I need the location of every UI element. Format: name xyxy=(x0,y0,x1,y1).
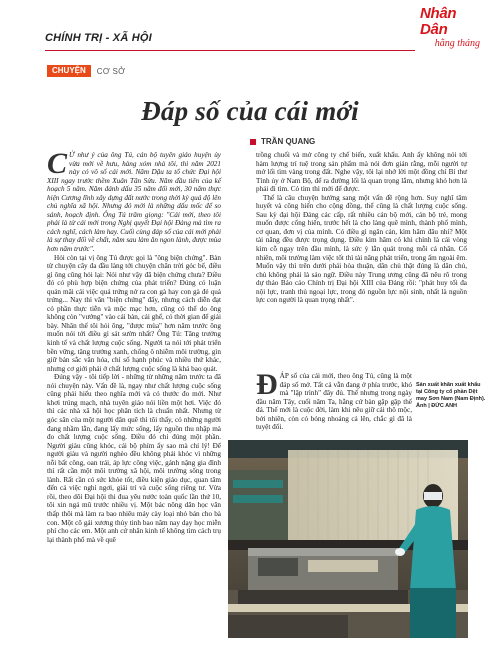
author-name: TRẦN QUANG xyxy=(261,137,316,146)
paragraph-text: ÁP số của cái mới, theo ông Tú, cũng là một đáp số mở. Tất cả vẫn đang ở phía trước, khó mà "lập trình" đây đủ. Thế nhưng trong ngày đầu năm Tây, cuối năm Ta, hằng cứ bàn gặp gặp thế đá. Thế mới là cuộc đời, làm khi nêu giữ cái thô mộc, bởi nhiên, còn có bóng nhoáng cả lên, chắc gì đã là tuyệt đối. xyxy=(256,372,412,432)
dropcap: C xyxy=(47,147,68,180)
masthead-title: Nhân Dân xyxy=(420,5,457,38)
paragraph: Thế là câu chuyện hướng sang một vấn đề rộng hơn. Suy nghĩ tâm huyết và công hiến cho cộng đồng, thể cũng là chất lượng cuộc sống. Sau kỳ đại hội Đảng các cấp, rất nhiều cán bộ mới, cán bộ trẻ, mong muốn được cống hiến, trước hết là cho làng quê mình, thành phố mình, cơ quan, đơn vị của mình. Có điều gì ngăn cản, kìm hãm đâu nhỉ? Một tài năng đều được trọng dụng. Điều kìm hãm có khi chính là cái vòng kìm cỗ ngay trên đầu mình, là sức ỳ lẫn quát trong mỗi cá nhân. Cố nhiên, môi trường làm việc tốt thì tài năng phát triển, trong ấm ngoài êm. Muốn vậy thì trên dưới phải hòa thuận, dân chủ thật đúng là dân chủ, chủ không phải là sáo ngữ. Điều này Trung ương cũng đã nêu rõ trong dự thảo Báo cáo Chính trị Đại hội XIII của Đảng rồi: "phát huy tối đa nội lực, tranh thủ ngoại lực, trong đó nguồn lực nội sinh, nhất là nguồn lực con người là quan trọng nhất". xyxy=(256,193,467,305)
kicker xyxy=(47,64,125,78)
byline xyxy=(250,137,315,146)
closing-paragraph xyxy=(256,368,412,432)
masthead-logo xyxy=(420,6,486,56)
kicker-topic: CƠ SỞ xyxy=(96,66,126,76)
article-closing xyxy=(256,368,412,432)
dropcap: Đ xyxy=(256,368,278,401)
paragraph: Đúng vậy - tôi tiếp lời - những từ những năm trước ta đã nói chuyện này. Vấn đề là, ngay như chất lượng cuộc sống cũng phải hiểu theo nghĩa mới và có thước đo mới. Như khơi trúng mạch, nhà tuyên giáo nói liền một hơi. Việc đó thì các nhà xã hội học phân tích là chuẩn nhất. Nhưng từ góc sân của một người dân quê thì tôi thấy, có những người đang nhầm lẫn, đang lấy mức sống, lấy nguồn thu nhập mà đo chất lượng cuộc sống. Điều đó chỉ đúng một phần. Người giàu cũng khóc, cái bộ phím ấy sao mà chỉ lý! Để người giàu và người nghèo đều không phải khóc vì những nỗi bất công, oan trái, áp lực công việc, gánh nặng gia đình thì rất cần một môi trường xã hội, môi trường sống trong lành. Rất cần có sức khỏe tốt, điều kiện giáo dục, quan tâm đến cả việc nghỉ ngơi, giải trí và cuộc sống riêng tư. Vừa rồi, theo dõi Đại hội thi đua yêu nước toàn quốc lần thứ 10, tôi xin ngả mũ trước nhiều vị. Một bác nông dân học văn thấp thôi mà làm ra bao nhiêu máy cày loại nhỏ bán cho bà con. Một cô gái xương thủy tinh bao năm nay dạy học miễn phí cho các em. Một anh cứ nhân kinh tế không tìm cách trụ lại thành phố mà về quê xyxy=(47,373,221,544)
caption-text: Sản xuất khăn xuất khẩu tại Công ty cổ phần Dệt may Sơn Nam (Nam Định). Ảnh | ĐỨC ANH xyxy=(416,382,486,409)
article-headline: Đáp số của cái mới xyxy=(141,96,359,126)
article-column-left xyxy=(47,147,221,544)
article-photo xyxy=(228,440,468,638)
factory-photo-image xyxy=(228,440,468,638)
footer-space xyxy=(0,640,500,646)
paragraph: Hỏi còn tại vị ông Tú được gọi là "ông biện chứng". Bàn từ chuyện cây đa đầu làng tới chuyện chăn trời góc bể, điều gì ông cũng hỏi lại: Nói như vậy đã biện chứng chưa? Điều đó có phù hợp biện chứng của phát triển? Đúng có luận quản mãi cái việc quả trứng nở ra con gà hay con gà đẻ quả trứng... Nay thì văn "biện chứng" đấy, nhưng cách diễn đạt có phần thực tiễn và mộc mạc hơn, cũng có thể do ông không còn "vướng" vào cái bàn, cái ghế, có thời gian để giải bày. Nhân thế tôi hỏi ông, "được mùa" hơn năm trước ông muốn nói tới điều gì sát sườn nhất? Ông Tú: Tăng trưởng kinh tế và chất lượng cuộc sống. Người ta nói tới phát triển bền vững, tăng trưởng xanh, chống ô nhiễm môi trường, gìn giữ bản sắc văn hóa, chỉ số hạnh phúc và nhiều thứ khác, nhưng cơ giới phải ở chất lượng cuộc sống là khá bao quát. xyxy=(47,253,221,373)
byline-square-icon xyxy=(250,139,256,145)
lead-paragraph xyxy=(47,147,221,254)
paragraph: trồng chuối và mở công ty chế biến, xuất khẩu. Anh ấy không nói tới hàm lượng trí tuệ trong sản phẩm mà nói đơn giản rằng, mỗi người tự mở lối tìm vàng trong đất. Nghe vậy, tôi lại nhớ lời một đồng chí Bí thư Tỉnh ủy ở Nam Bộ, để ra đường lối là quan trọng lắm, nhưng khó hơn là phải đi tìm. Có tìm thì mới để được. xyxy=(256,151,467,194)
masthead-subtitle: hằng tháng xyxy=(434,38,480,49)
photo-caption xyxy=(416,382,488,410)
section-title: CHÍNH TRỊ - XÃ HỘI xyxy=(45,32,152,44)
paragraph-text: Ứ như ý của ông Tú, cán bộ tuyên giáo huyện ủy vừa mới về hưu, hàng xóm nhà tôi, thì năm 2021 này có vô số cái mới. Năm Dậu ta tổ chức Đại hội XIII ngay trước thềm Xuân Tân Sửu. Năm đầu tiên của kế hoạch 5 năm. Năm đánh dấu 35 năm đổi mới, 30 năm thực hiện Cương lĩnh xây dựng đất nước trong thời kỳ quá độ lên chủ nghĩa xã hội. Nhưng đó mới là những dấu mốc để so sánh, hoạch định. Ông Tú trăm giọng: "Cái mới, theo tôi phải là từ cái mới trong Nghị quyết Đại hội Đảng mà tìm ra cách nghĩ, cách làm hay. Cuối cùng đáp số của cái mới phải là sự thay đổi về chất, năm sau làm ăn ngon lành, được mùa hơn năm trước". xyxy=(47,151,221,254)
page-header xyxy=(0,0,500,56)
kicker-label: CHUYỆN xyxy=(47,65,91,77)
header-divider xyxy=(45,50,415,51)
article-column-right xyxy=(256,151,467,305)
